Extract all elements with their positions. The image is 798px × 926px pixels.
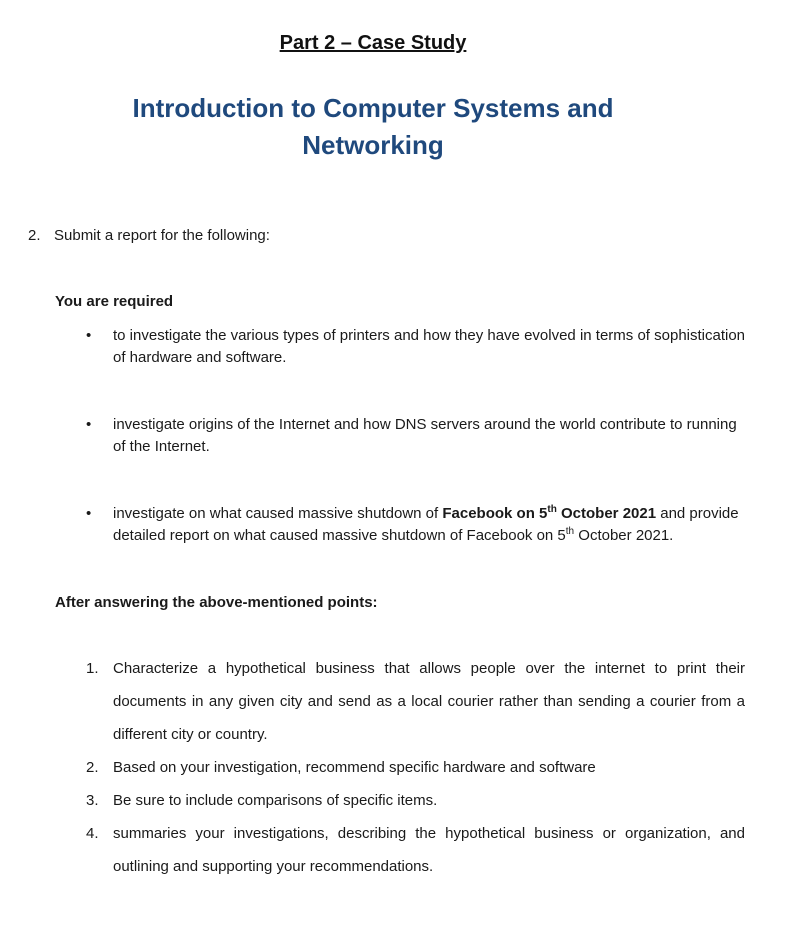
task-text: Submit a report for the following: <box>54 227 270 244</box>
document-title <box>0 90 746 164</box>
task-item <box>28 227 270 244</box>
task-number: 2. <box>28 227 41 244</box>
numbered-item <box>86 751 745 784</box>
item-number: 2. <box>86 759 99 776</box>
title-line-2: Networking <box>302 130 444 160</box>
numbered-item <box>86 652 745 751</box>
facebook-date-bold: Facebook on 5th October 2021 <box>442 504 657 522</box>
title-line-1: Introduction to Computer Systems and <box>132 93 614 123</box>
bullet-icon: • <box>86 505 92 522</box>
bullet-text-suffix: October 2021. <box>574 527 674 544</box>
item-number: 4. <box>86 825 99 842</box>
part-heading: Part 2 – Case Study <box>279 32 467 54</box>
bullet-item-printers <box>86 325 753 369</box>
bullet-item-facebook <box>86 503 753 547</box>
item-number: 1. <box>86 660 99 677</box>
numbered-item <box>86 817 745 883</box>
bullet-text-prefix: investigate on what caused massive shutdown of <box>113 505 443 522</box>
superscript: th <box>565 526 575 537</box>
bullet-icon: • <box>86 416 92 433</box>
numbered-item <box>86 784 745 817</box>
bullet-item-internet <box>86 414 753 458</box>
required-heading: You are required <box>55 293 174 310</box>
bullet-icon: • <box>86 327 92 344</box>
item-number: 3. <box>86 792 99 809</box>
after-heading: After answering the above-mentioned points: <box>55 594 378 611</box>
bullet-text: to investigate the various types of printers and how they have evolved in terms of sophistication of hardware and software. <box>113 327 746 366</box>
bullet-text-middle: and provide detailed report on what caused massive shutdown of Facebook on 5 <box>113 505 739 544</box>
item-text: Based on your investigation, recommend specific hardware and software <box>113 759 596 776</box>
item-text: Be sure to include comparisons of specific items. <box>113 792 438 809</box>
item-text: Characterize a hypothetical business that allows people over the internet to print their documents in any given city and send as a local courier rather than sending a courier from a different city or country. <box>113 660 745 743</box>
bullet-text: investigate origins of the Internet and how DNS servers around the world contribute to running of the Internet. <box>113 416 737 455</box>
item-text: summaries your investigations, describing the hypothetical business or organization, and outlining and supporting your recommendations. <box>113 825 745 875</box>
